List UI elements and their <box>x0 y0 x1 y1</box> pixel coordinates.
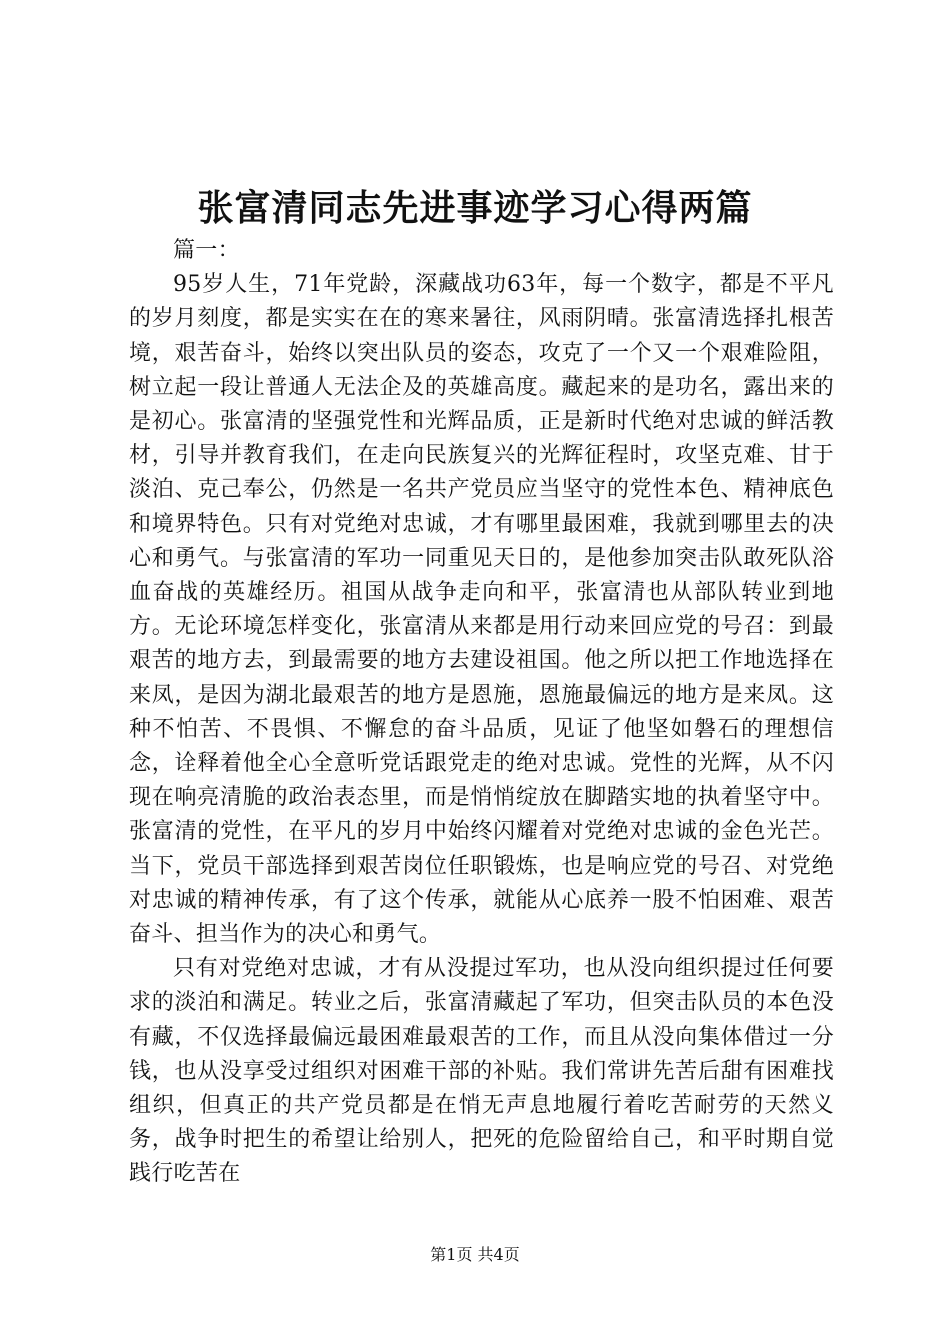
document-title: 张富清同志先进事迹学习心得两篇 <box>197 187 753 229</box>
section-label: 篇一： <box>173 238 240 263</box>
page-footer: 第1页 共4页 <box>430 1245 520 1264</box>
paragraph-1: 95岁人生，71年党龄，深藏战功63年，每一个数字，都是不平凡的岁月刻度，都是实实在在的寒来暑往，风雨阴晴。张富清选择扎根苦境，艰苦奋斗，始终以突出队员的姿态，攻克了一个又一个艰难险阻，树立起一段让普通人无法企及的英雄高度。藏起来的是功名，露出来的是初心。张富清的坚强党性和光辉品质，正是新时代绝对忠诚的鲜活教材，引导并教育我们，在走向民族复兴的光辉征程时，攻坚克难、甘于淡泊、克己奉公，仍然是一名共产党员应当坚守的党性本色、精神底色和境界特色。只有对党绝对忠诚，才有哪里最困难，我就到哪里去的决心和勇气。与张富清的军功一同重见天日的，是他参加突击队敢死队浴血奋战的英雄经历。祖国从战争走向和平，张富清也从部队转业到地方。无论环境怎样变化，张富清从来都是用行动来回应党的号召：到最艰苦的地方去，到最需要的地方去建设祖国。他之所以把工作地选择在来凤，是因为湖北最艰苦的地方是恩施，恩施最偏远的地方是来凤。这种不怕苦、不畏惧、不懈怠的奋斗品质，见证了他坚如磐石的理想信念，诠释着他全心全意听党话跟党走的绝对忠诚。党性的光辉，从不闪现在响亮清脆的政治表态里，而是悄悄绽放在脚踏实地的执着坚守中。张富清的党性，在平凡的岁月中始终闪耀着对党绝对忠诚的金色光芒。当下，党员干部选择到艰苦岗位任职锻炼，也是响应党的号召、对党绝对忠诚的精神传承，有了这个传承，就能从心底养一股不怕困难、艰苦奋斗、担当作为的决心和勇气。 <box>129 272 834 948</box>
paragraph-2: 只有对党绝对忠诚，才有从没提过军功，也从没向组织提过任何要求的淡泊和满足。转业之后，张富清藏起了军功，但突击队员的本色没有藏，不仅选择最偏远最困难最艰苦的工作，而且从没向集体借过一分钱，也从没享受过组织对困难干部的补贴。我们常讲先苦后甜有困难找组织，但真正的共产党员都是在悄无声息地履行着吃苦耐劳的天然义务，战争时把生的希望让给别人，把死的危险留给自己，和平时期自觉践行吃苦在 <box>129 956 834 1187</box>
document-body <box>129 234 834 1192</box>
